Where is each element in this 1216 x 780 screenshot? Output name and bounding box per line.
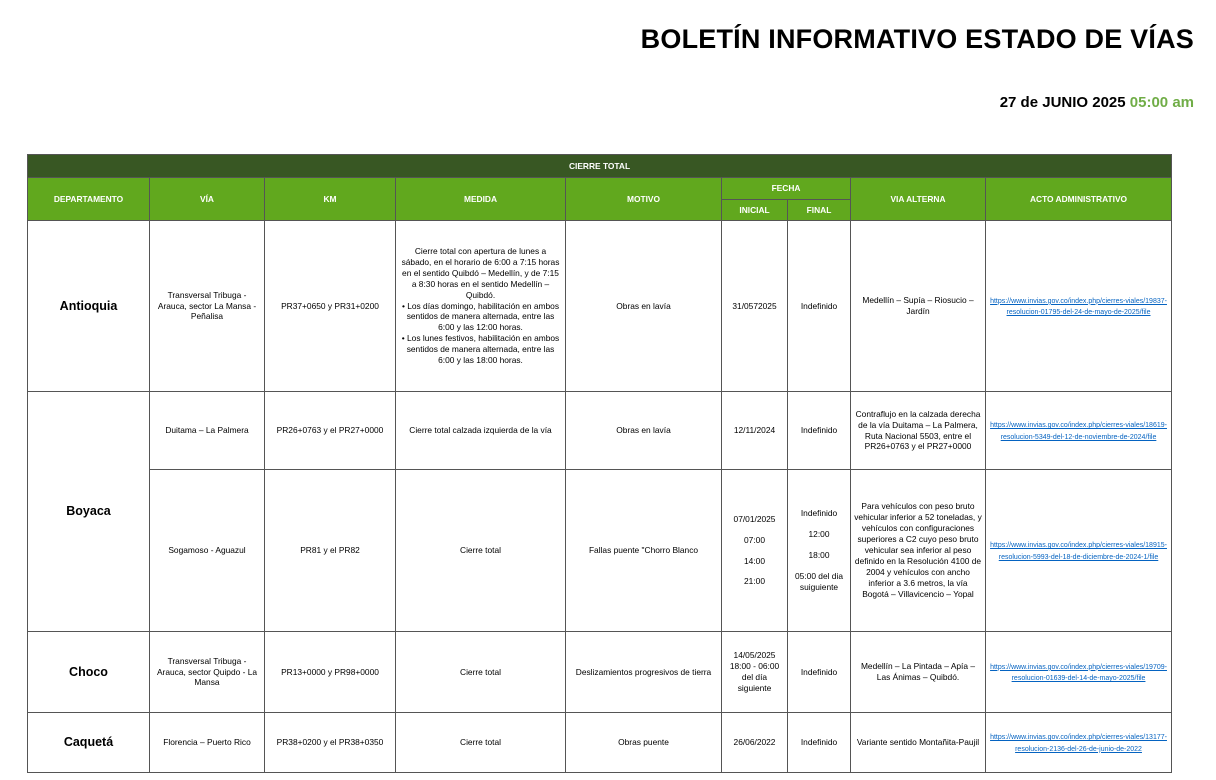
department-cell: Caquetá: [28, 713, 150, 773]
department-cell: Antioquia: [28, 221, 150, 392]
km-cell: PR13+0000 y PR98+0000: [265, 632, 396, 713]
via-alterna-cell: Variante sentido Montañita-Paujil: [851, 713, 986, 773]
acto-cell: [986, 632, 1172, 713]
motivo-cell: Obras en lavía: [566, 392, 722, 470]
km-cell: PR81 y el PR82: [265, 470, 396, 632]
km-cell: PR37+0650 y PR31+0200: [265, 221, 396, 392]
medida-cell: [396, 221, 566, 392]
final-cell: Indefinido: [788, 713, 851, 773]
col-km: KM: [265, 178, 396, 221]
km-cell: PR38+0200 y el PR38+0350: [265, 713, 396, 773]
medida-line: 6:00 y las 12:00 horas.: [438, 322, 523, 333]
via-alterna-cell: Para vehículos con peso bruto vehicular inferior a 52 toneladas, y vehículos con configuraciones superiores a C2 cuyo peso bruto vehicular sea inferior al peso definido en la Resolución 4100 de 2004 y vehículos con ancho inferior a 3.6 metros, la vía Bogotá – Villavicencio – Yopal: [851, 470, 986, 632]
medida-line: 6:00 y las 18:00 horas.: [438, 355, 523, 366]
inicial-line: 07/01/2025: [733, 513, 776, 524]
medida-line: • Los días domingo, habilitación en ambos sentidos de manera alternada, entre las: [401, 300, 560, 322]
col-via-alterna: VIA ALTERNA: [851, 178, 986, 221]
motivo-cell: Deslizamientos progresivos de tierra: [566, 632, 722, 713]
motivo-cell: Obras en lavía: [566, 221, 722, 392]
inicial-cell: 31/0572025: [722, 221, 788, 392]
via-cell: Florencia – Puerto Rico: [150, 713, 265, 773]
motivo-cell: Fallas puente "Chorro Blanco: [566, 470, 722, 632]
final-cell: Indefinido: [788, 221, 851, 392]
acto-cell: [986, 713, 1172, 773]
table-row: [28, 713, 1172, 773]
via-cell: Transversal Tribuga - Arauca, sector Quipdo - La Mansa: [150, 632, 265, 713]
col-final: FINAL: [788, 200, 851, 221]
motivo-cell: Obras puente: [566, 713, 722, 773]
medida-cell: Cierre total: [396, 632, 566, 713]
via-cell: Duitama – La Palmera: [150, 392, 265, 470]
final-cell: [788, 470, 851, 632]
table-row: [28, 221, 1172, 392]
final-line: 05:00 del dia suiguiente: [795, 570, 843, 592]
road-closures-table: [27, 154, 1172, 773]
col-inicial: INICIAL: [722, 200, 788, 221]
medida-cell: Cierre total: [396, 470, 566, 632]
col-medida: MEDIDA: [396, 178, 566, 221]
table-row: [28, 392, 1172, 470]
via-cell: Sogamoso - Aguazul: [150, 470, 265, 632]
medida-cell: Cierre total calzada izquierda de la vía: [396, 392, 566, 470]
resolution-link[interactable]: https://www.invias.gov.co/index.php/cierres-viales/19837-resolucion-01795-del-24-de-mayo-de-2025/file: [990, 297, 1167, 316]
col-acto: ACTO ADMINISTRATIVO: [986, 178, 1172, 221]
acto-cell: [986, 221, 1172, 392]
inicial-cell: 12/11/2024: [722, 392, 788, 470]
resolution-link[interactable]: https://www.invias.gov.co/index.php/cierres-viales/18619-resolucion-5349-del-12-de-noviembre-de-2024/file: [990, 422, 1167, 441]
medida-line: Cierre total con apertura de lunes a sábado, en el horario de 6:00 a 7:15 horas en el sentido Quibdó – Medellín, y de 7:15 a 8:30 horas en el sentido Medellín – Quibdó.: [401, 245, 560, 300]
closure-banner: CIERRE TOTAL: [28, 155, 1172, 178]
via-alterna-cell: Contraflujo en la calzada derecha de la vía Duitama – La Palmera, Ruta Nacional 5503, entre el PR26+0763 y el PR27+0000: [851, 392, 986, 470]
date-text: 27 de JUNIO 2025: [999, 94, 1126, 111]
inicial-line: 14:00: [744, 555, 765, 566]
col-via: VÍA: [150, 178, 265, 221]
col-departamento: DEPARTAMENTO: [28, 178, 150, 221]
table-row: [28, 632, 1172, 713]
inicial-cell: [722, 470, 788, 632]
final-cell: Indefinido: [788, 392, 851, 470]
department-cell: Boyaca: [28, 392, 150, 632]
inicial-cell: 14/05/2025 18:00 - 06:00 del día siguiente: [722, 632, 788, 713]
time-text: 05:00 am: [1129, 94, 1194, 111]
inicial-line: 21:00: [744, 576, 765, 587]
medida-line: • Los lunes festivos, habilitación en ambos sentidos de manera alternada, entre las: [401, 333, 560, 355]
acto-cell: [986, 392, 1172, 470]
final-line: 12:00: [808, 529, 830, 540]
resolution-link[interactable]: https://www.invias.gov.co/index.php/cierres-viales/18915-resolucion-5993-del-18-de-diciembre-de-2024-1/file: [990, 542, 1167, 561]
bulletin-date: [1000, 94, 1194, 111]
final-line: Indefinido: [800, 508, 838, 519]
col-fecha: FECHA: [722, 178, 851, 200]
col-motivo: MOTIVO: [566, 178, 722, 221]
bulletin-title: BOLETÍN INFORMATIVO ESTADO DE VÍAS: [640, 24, 1194, 54]
inicial-cell: 26/06/2022: [722, 713, 788, 773]
department-cell: Choco: [28, 632, 150, 713]
final-cell: Indefinido: [788, 632, 851, 713]
resolution-link[interactable]: https://www.invias.gov.co/index.php/cierres-viales/19709-resolucion-01639-del-14-de-mayo-2025/file: [990, 663, 1167, 682]
acto-cell: [986, 470, 1172, 632]
table-row: [28, 470, 1172, 632]
final-line: 18:00: [808, 550, 830, 561]
inicial-line: 07:00: [744, 534, 765, 545]
medida-cell: Cierre total: [396, 713, 566, 773]
via-cell: Transversal Tribuga - Arauca, sector La Mansa - Peñalisa: [150, 221, 265, 392]
resolution-link[interactable]: https://www.invias.gov.co/index.php/cierres-viales/13177-resolucion-2136-del-26-de-junio-de-2022: [990, 734, 1167, 753]
km-cell: PR26+0763 y el PR27+0000: [265, 392, 396, 470]
via-alterna-cell: Medellín – La Pintada – Apía – Las Ánimas – Quibdó.: [851, 632, 986, 713]
via-alterna-cell: Medellín – Supía – Riosucio – Jardín: [851, 221, 986, 392]
